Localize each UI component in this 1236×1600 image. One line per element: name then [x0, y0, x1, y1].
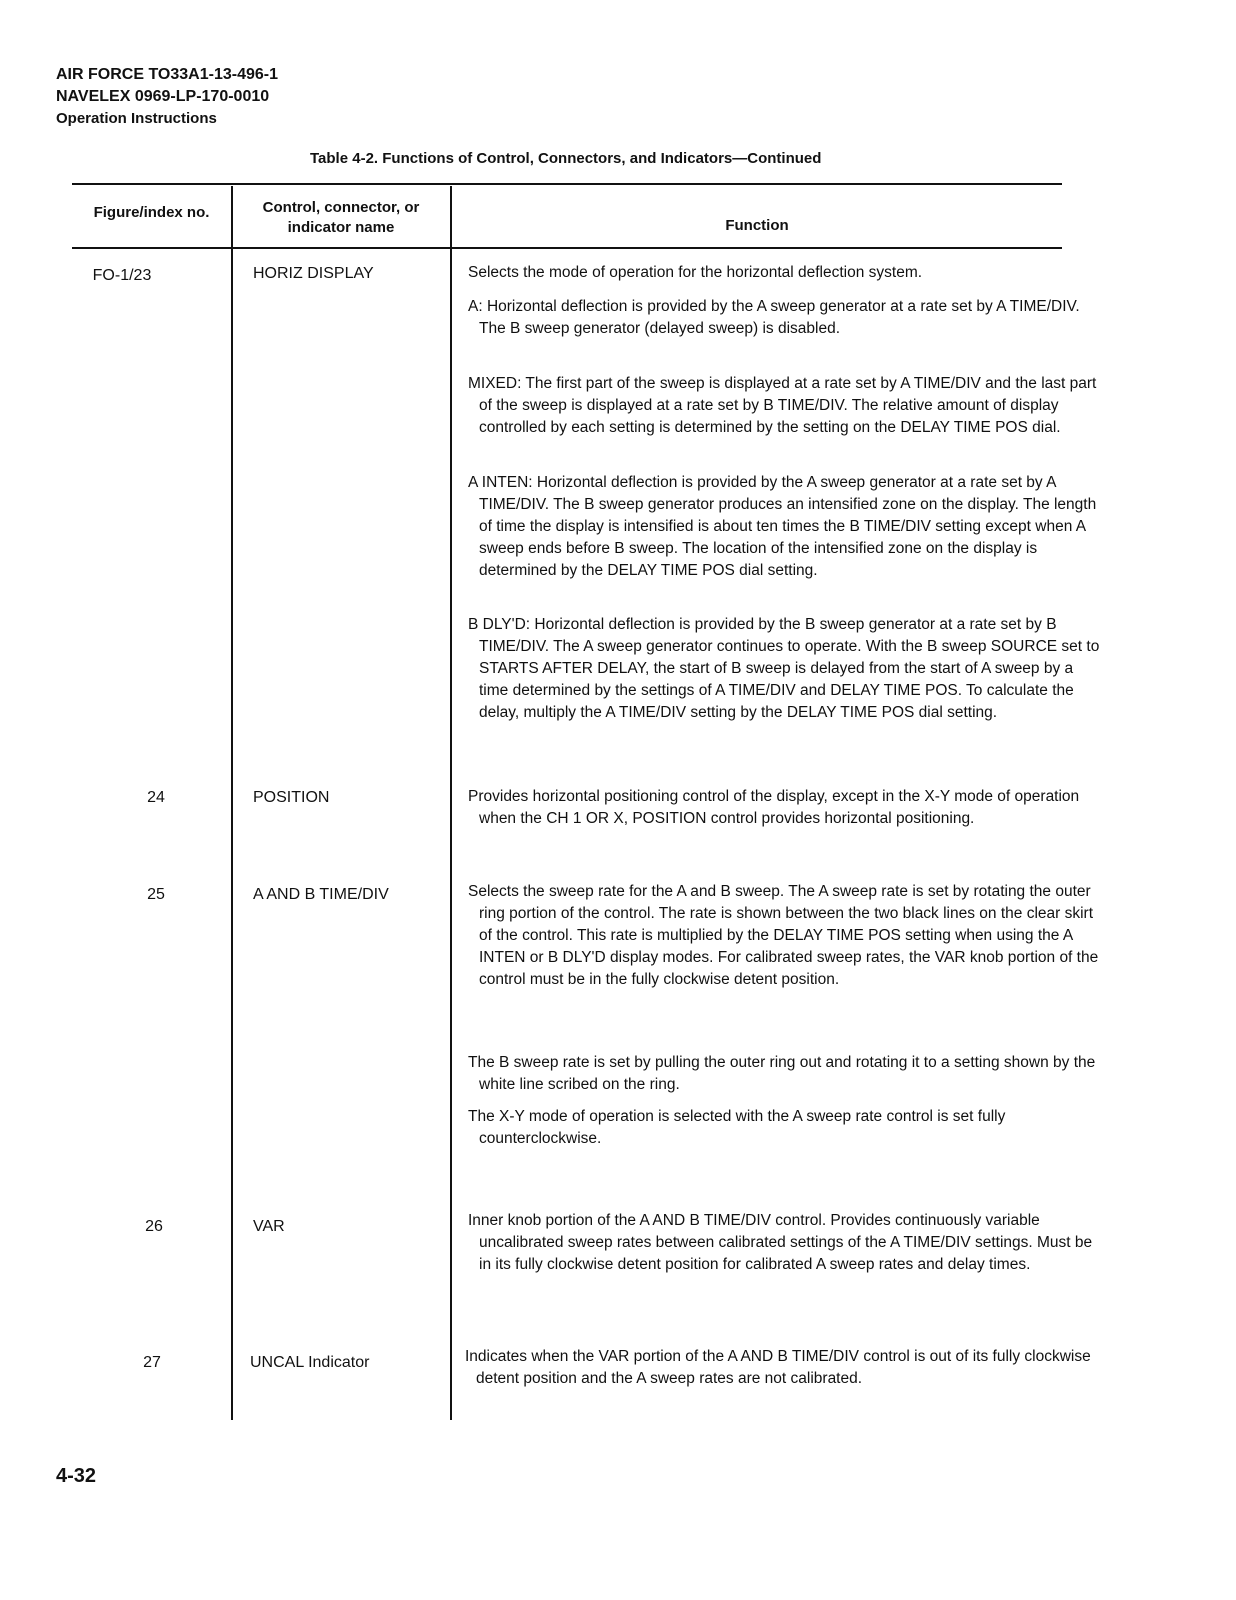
table-caption: Table 4-2. Functions of Control, Connectors, and Indicators—Continued — [310, 150, 822, 167]
function-paragraph: Indicates when the VAR portion of the A AND B TIME/DIV control is out of its fully clockwise detent position and the A sweep rates are not calibrated. — [465, 1348, 1091, 1387]
function-paragraph: Selects the sweep rate for the A and B sweep. The A sweep rate is set by rotating the outer ring portion of the control. The rate is shown between the two black lines on the clear skirt of the control. This rate is multiplied by the DELAY TIME POS setting when using the A INTEN or B DLY'D display modes. For calibrated sweep rates, the VAR knob portion of the control must be in the fully clockwise detent position. — [468, 883, 1099, 988]
row-control-name: POSITION — [253, 789, 330, 806]
function-paragraph: MIXED: The first part of the sweep is displayed at a rate set by A TIME/DIV and the last part of the sweep is displayed at a rate set by B TIME/DIV. The relative amount of display controlled by each setting is determined by the setting on the DELAY TIME POS dial. — [468, 375, 1097, 436]
row-figure-index: 25 — [147, 886, 165, 903]
column-divider-2 — [450, 186, 452, 1420]
table-top-rule — [72, 183, 1062, 185]
function-paragraph: Provides horizontal positioning control of the display, except in the X-Y mode of operation when the CH 1 OR X, POSITION control provides horizontal positioning. — [468, 788, 1080, 827]
document-header — [56, 64, 278, 130]
page-number: 4-32 — [56, 1465, 97, 1487]
row-control-name: VAR — [253, 1218, 285, 1235]
col-header-name-line1: Control, connector, or — [262, 199, 420, 216]
row-figure-index: 24 — [147, 789, 165, 806]
col-header-name — [232, 198, 450, 238]
col-header-function: Function — [725, 217, 789, 234]
header-navelex-number: NAVELEX 0969-LP-170-0010 — [56, 88, 270, 105]
function-paragraph: The X-Y mode of operation is selected with the A sweep rate control is set fully counterclockwise. — [468, 1108, 1006, 1147]
row-figure-index: 27 — [143, 1354, 161, 1371]
function-paragraph: A: Horizontal deflection is provided by the A sweep generator at a rate set by A TIME/DIV. The B sweep generator (delayed sweep) is disabled. — [468, 298, 1080, 337]
row-control-name: UNCAL Indicator — [250, 1354, 370, 1371]
col-header-figure: Figure/index no. — [93, 204, 210, 221]
function-paragraph: B DLY'D: Horizontal deflection is provided by the B sweep generator at a rate set by B TIME/DIV. The A sweep generator continues to operate. With the B sweep SOURCE set to STARTS AFTER DELAY, the start of B sweep is delayed from the start of A sweep by a time determined by the settings of A TIME/DIV and DELAY TIME POS. To calculate the delay, multiply the A TIME/DIV setting by the DELAY TIME POS dial setting. — [468, 616, 1100, 721]
function-paragraph: A INTEN: Horizontal deflection is provided by the A sweep generator at a rate set by A TIME/DIV. The B sweep generator produces an intensified zone on the display. The length of time the display is intensified is about ten times the B TIME/DIV setting except when A sweep ends before B sweep. The location of the intensified zone on the display is determined by the DELAY TIME POS dial setting. — [468, 474, 1097, 579]
row-control-name: HORIZ DISPLAY — [253, 265, 374, 282]
row-figure-index: FO-1/23 — [92, 267, 152, 284]
function-paragraph: The B sweep rate is set by pulling the outer ring out and rotating it to a setting shown by the white line scribed on the ring. — [468, 1054, 1096, 1093]
col-header-name-line2: indicator name — [287, 219, 395, 236]
header-bottom-rule — [72, 247, 1062, 249]
function-paragraph: Inner knob portion of the A AND B TIME/DIV control. Provides continuously variable uncalibrated sweep rates between calibrated settings of the A TIME/DIV settings. Must be in its fully clockwise detent position for calibrated A sweep rates and delay times. — [468, 1212, 1093, 1273]
header-air-force-number: AIR FORCE TO33A1-13-496-1 — [56, 66, 278, 83]
row-control-name: A AND B TIME/DIV — [253, 886, 389, 903]
header-section-title: Operation Instructions — [56, 110, 217, 127]
function-paragraph: Selects the mode of operation for the horizontal deflection system. — [468, 264, 923, 281]
row-figure-index: 26 — [145, 1218, 163, 1235]
